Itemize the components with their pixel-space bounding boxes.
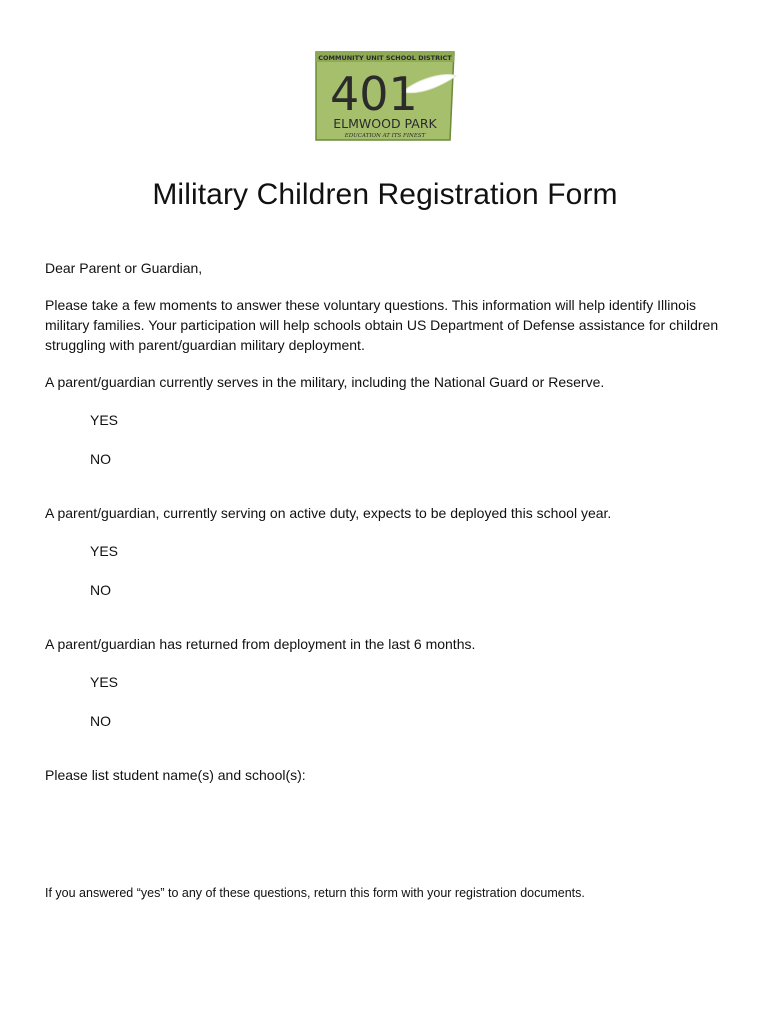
question-1-text: A parent/guardian currently serves in the military, including the National Guard or Reserve.: [45, 374, 605, 390]
logo-number: 401: [330, 67, 418, 121]
district-logo-graphic: [310, 48, 460, 144]
question-1-yes-option[interactable]: YES: [90, 412, 119, 428]
logo-tagline: EDUCATION AT ITS FINEST: [344, 133, 426, 139]
question-2-no-option[interactable]: NO: [90, 582, 111, 598]
question-1-no-option[interactable]: NO: [90, 451, 111, 467]
return-instructions: If you answered “yes” to any of these questions, return this form with your registration documents.: [45, 886, 585, 900]
form-title: Military Children Registration Form: [152, 178, 618, 211]
logo-district-line: COMMUNITY UNIT SCHOOL DISTRICT: [318, 54, 452, 62]
question-3-text: A parent/guardian has returned from deployment in the last 6 months.: [45, 636, 476, 652]
district-logo: [310, 48, 460, 144]
intro-paragraph: Please take a few moments to answer these voluntary questions. This information will help identify Illinois military families. Your participation will help schools obtain US Department of Defense assistance for children struggling with parent/guardian military deployment.: [45, 297, 719, 353]
question-3-yes-option[interactable]: YES: [90, 674, 119, 690]
question-2-yes-option[interactable]: YES: [90, 543, 119, 559]
question-3-no-option[interactable]: NO: [90, 713, 111, 729]
salutation: Dear Parent or Guardian,: [45, 260, 203, 276]
question-2-text: A parent/guardian, currently serving on active duty, expects to be deployed this school year.: [45, 505, 612, 521]
student-list-prompt: Please list student name(s) and school(s):: [45, 767, 306, 783]
logo-name: ELMWOOD PARK: [333, 116, 437, 131]
